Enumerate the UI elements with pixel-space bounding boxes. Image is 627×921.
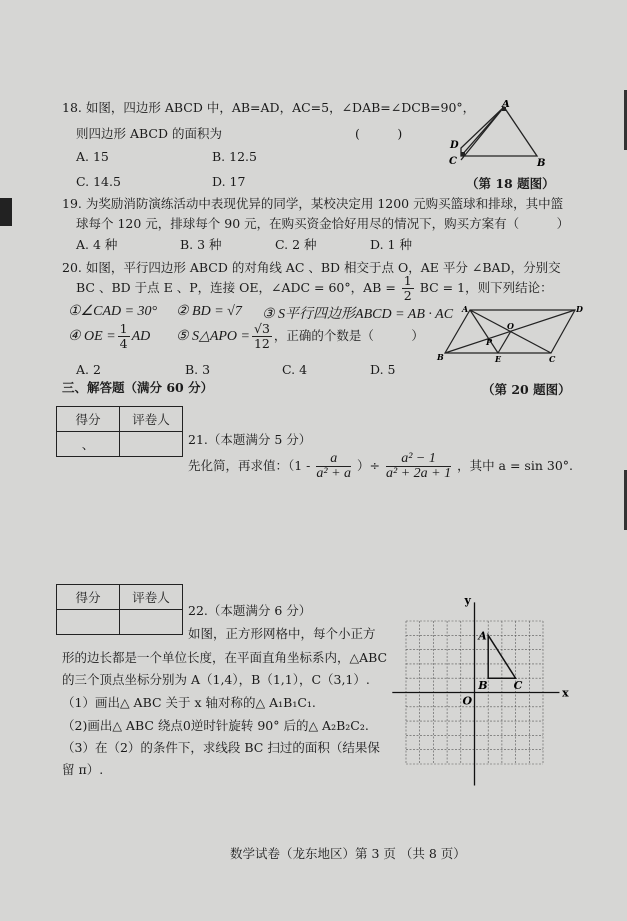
q22-line7: 留 π）.	[62, 762, 104, 777]
q22-title: 22.（本题满分 6 分）	[188, 603, 312, 618]
point-c-label: C	[513, 679, 523, 693]
q20-option-b: B. 3	[185, 362, 211, 377]
svg-text:B: B	[437, 352, 444, 362]
q20-option-a: A. 2	[76, 362, 101, 377]
q20-line2a: BC 、BD 于点 E 、P，连接 OE，∠ADC = 60°，AB =	[76, 280, 396, 295]
score-header: 得分	[57, 585, 120, 610]
score-cell[interactable]: 、	[57, 432, 120, 457]
q20-option-d: D. 5	[370, 362, 396, 377]
grader-header: 评卷人	[120, 407, 183, 432]
q20-line1: 20. 如图，平行四边形 ABCD 的对角线 AC 、BD 相交于点 O，AE 平分 ∠BAD，分别交	[62, 260, 561, 275]
fig18-label-a: A	[502, 100, 510, 110]
q20-conclusion-2: ② BD = √7	[176, 304, 242, 319]
svg-text:C: C	[549, 354, 556, 364]
q22-line6: （3）在（2）的条件下，求线段 BC 扫过的面积（结果保	[62, 740, 380, 755]
point-b-label: B	[478, 679, 488, 693]
q19-line2: 球每个 120 元，排球每个 90 元，在购买资金恰好用尽的情况下，购买方案有（ ）	[76, 216, 570, 231]
q18-option-a: A. 15	[76, 149, 109, 164]
q18-paren: ( )	[355, 126, 403, 141]
q19-line1: 19. 为奖励消防演练活动中表现优异的同学，某校决定用 1200 元购买篮球和排球，其中篮	[62, 196, 564, 211]
q18-option-d: D. 17	[212, 174, 246, 189]
q19-option-b: B. 3 种	[180, 237, 222, 252]
q22-line5: （2)画出△ ABC 绕点0逆时针旋转 90° 后的△ A₂B₂C₂.	[62, 718, 369, 733]
scan-edge-mark	[0, 198, 12, 226]
q22-score-table	[56, 584, 183, 635]
q18-line1: 18. 如图，四边形 ABCD 中，AB=AD，AC=5，∠DAB=∠DCB=90°，	[62, 100, 476, 115]
q22-line1: 如图，正方形网格中，每个小正方	[188, 626, 376, 641]
q19-option-d: D. 1 种	[370, 237, 412, 252]
x-axis-label: x	[562, 686, 569, 700]
q21-expression: 先化简，再求值：（1 - $\frac{a}{\text{a² + a}}$ ）÷ $\frac{\text{a² − 1}}{\text{a² + 2a + 1}}$ ，其中 a = sin 30°.	[188, 451, 573, 481]
point-a-label: A	[478, 629, 487, 643]
origin-label: O	[462, 694, 473, 708]
q20-line2b: BC = 1，则下列结论：	[419, 280, 553, 295]
q20-conclusion-4: ④ OE = $\frac{1}{4}$ AD	[68, 321, 151, 351]
fig18-label-d: D	[450, 140, 459, 151]
svg-text:P: P	[486, 337, 493, 347]
fig18-label-c: C	[449, 156, 457, 167]
q18-caption: （第 18 题图）	[466, 176, 555, 191]
q19-option-a: A. 4 种	[76, 237, 118, 252]
q19-option-c: C. 2 种	[275, 237, 317, 252]
q20-option-c: C. 4	[282, 362, 308, 377]
score-header: 得分	[57, 407, 120, 432]
section-3-heading: 三、解答题（满分 60 分）	[62, 380, 214, 395]
q20-figure	[435, 305, 585, 365]
q18-option-c: C. 14.5	[76, 174, 121, 189]
y-axis-label: y	[464, 593, 471, 607]
svg-text:A: A	[462, 305, 469, 314]
q22-coordinate-grid	[380, 590, 580, 790]
fig18-label-b: B	[537, 158, 546, 169]
svg-text:D: D	[576, 305, 583, 314]
q21-score-table	[56, 406, 183, 457]
q20-conclusion-5: ⑤ S△APO = $\frac{√3}{12}$ ，正确的个数是（ ）	[176, 321, 424, 351]
q18-figure	[440, 100, 550, 170]
q20-conclusion-3: ③ S平行四边形ABCD = AB · AC	[262, 307, 454, 322]
q20-caption: （第 20 题图）	[482, 382, 571, 397]
score-cell[interactable]	[57, 610, 120, 635]
q20-half-fraction: $\frac{1}{2}$	[403, 273, 412, 303]
svg-text:E: E	[495, 354, 502, 364]
q20-conclusion-1: ①∠CAD = 30°	[68, 304, 158, 319]
q22-line3: 的三个顶点坐标分别为 A（1,4），B（1,1），C（3,1）.	[62, 672, 370, 687]
grader-cell[interactable]	[120, 610, 183, 635]
page-footer: 数学试卷（龙东地区）第 3 页 （共 8 页）	[230, 846, 466, 861]
q20-line2	[76, 274, 553, 303]
svg-text:O: O	[507, 321, 514, 331]
q22-line2: 形的边长都是一个单位长度，在平面直角坐标系内，△ABC	[62, 650, 388, 665]
q21-title: 21.（本题满分 5 分）	[188, 432, 312, 447]
q18-line2: 则四边形 ABCD 的面积为	[76, 126, 222, 141]
q22-line4: （1）画出△ ABC 关于 x 轴对称的△ A₁B₁C₁.	[62, 695, 316, 710]
grader-cell[interactable]	[120, 432, 183, 457]
q18-option-b: B. 12.5	[212, 149, 257, 164]
grader-header: 评卷人	[120, 585, 183, 610]
